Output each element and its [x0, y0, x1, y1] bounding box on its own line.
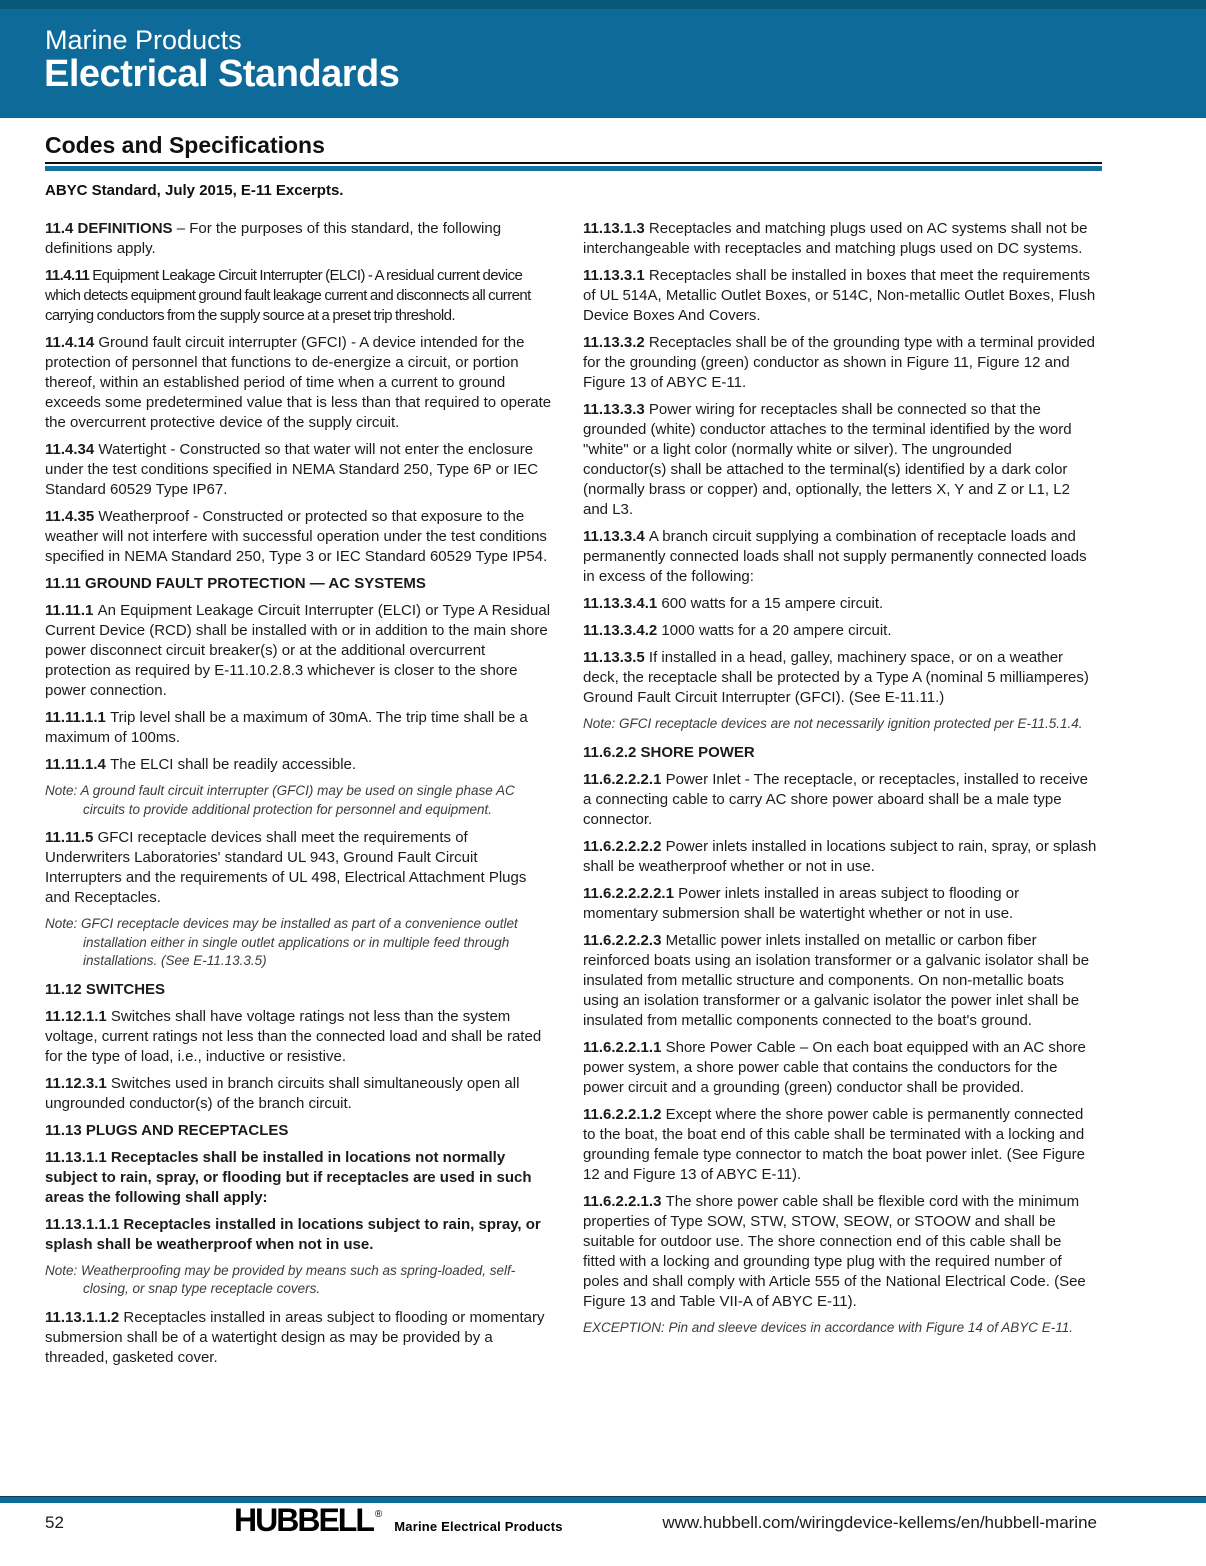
- clause-paragraph: 11.13.1.1 Receptacles shall be installed in locations not normally subject to rain, spray, or flooding but if receptacles are used in such areas the following shall apply:: [45, 1148, 532, 1206]
- clause-number: 11.13.1.3: [583, 220, 649, 237]
- clause-paragraph: 11.6.2.2.1.1 Shore Power Cable – On each boat equipped with an AC shore power system, a shore power cable that contains the conductors for the power circuit and a grounding (green) conductor shall be provided.: [583, 1038, 1086, 1096]
- clause-number: 11.4 DEFINITIONS: [45, 220, 177, 237]
- clause-number: 11.12.3.1: [45, 1074, 111, 1092]
- note-label: Note:: [583, 716, 620, 731]
- footer-url-link[interactable]: www.hubbell.com/wiringdevice-kellems/en/hubbell-marine: [662, 1513, 1097, 1532]
- clause-heading: 11.13 PLUGS AND RECEPTACLES: [45, 1121, 289, 1139]
- clause-paragraph: 11.6.2.2.2.1 Power Inlet - The receptacle, or receptacles, installed to receive a connecting cable to carry AC shore power aboard shall be a male type connector.: [583, 770, 1089, 828]
- clause-number: 11.6.2.2.2.1: [583, 770, 666, 788]
- clause-paragraph: 11.13.1.1.2 Receptacles installed in areas subject to flooding or momentary submersion shall be of a watertight design as may be provided by a threaded, gasketed cover.: [45, 1308, 545, 1366]
- clause-paragraph: 11.12.3.1 Switches used in branch circuits shall simultaneously open all ungrounded conductor(s) of the branch circuit.: [45, 1074, 520, 1112]
- section-divider-rule: [45, 166, 1102, 171]
- clause-number: 11.11.1.4: [45, 756, 111, 773]
- exception-paragraph: EXCEPTION: Pin and sleeve devices in accordance with Figure 14 of ABYC E-11.: [583, 1319, 1073, 1335]
- clause-number: 11.6.2.2.1.2: [583, 1105, 666, 1123]
- right-column: [583, 219, 1098, 1346]
- clause-number: 11.4.35: [45, 508, 99, 525]
- section-subtitle: ABYC Standard, July 2015, E-11 Excerpts.: [45, 182, 344, 199]
- note-paragraph: Note: Weatherproofing may be provided by means such as spring-loaded, self-closing, or snap type receptacle covers.: [45, 1262, 516, 1296]
- clause-number: 11.13.3.1: [583, 267, 649, 284]
- clause-paragraph: 11.11.1.1 Trip level shall be a maximum of 30mA. The trip time shall be a maximum of 100ms.: [45, 709, 528, 746]
- clause-heading: 11.12 SWITCHES: [45, 980, 166, 998]
- note-label: Note:: [45, 916, 82, 931]
- clause-paragraph: 11.6.2.2.1.2 Except where the shore power cable is permanently connected to the boat, the boat end of this cable shall be terminated with a locking and grounding female type connector to match the boat power inlet. (See Figure 12 and Figure 13 of ABYC E-11).: [583, 1105, 1085, 1183]
- masthead-banner: [0, 0, 1206, 118]
- clause-paragraph: 11.13.3.1 Receptacles shall be installed in boxes that meet the requirements of UL 514A, Metallic Outlet Boxes, or 514C, Non-metallic Outlet Boxes, Flush Device Boxes And Covers.: [583, 267, 1096, 324]
- registered-trademark-symbol: ®: [374, 1509, 383, 1520]
- left-column: [45, 219, 553, 1375]
- clause-heading: 11.6.2.2 SHORE POWER: [583, 743, 755, 761]
- note-paragraph: Note: GFCI receptacle devices may be installed as part of a convenience outlet installation either in single outlet applications or in multiple feed through installations. (See E-11.13.3.5): [45, 916, 518, 968]
- clause-heading: 11.11 GROUND FAULT PROTECTION — AC SYSTEMS: [45, 575, 426, 592]
- hubbell-logo-wordmark: HUBBELL: [234, 1502, 373, 1538]
- clause-paragraph: 11.13.3.4.2 1000 watts for a 20 ampere circuit.: [583, 622, 892, 639]
- section-title: Codes and Specifications: [45, 132, 1102, 164]
- note-label: Note:: [45, 783, 81, 798]
- clause-paragraph: 11.4.34 Watertight - Constructed so that water will not enter the enclosure under the test conditions specified in NEMA Standard 250, Type 6P or IEC Standard 60529 Type IP67.: [45, 441, 539, 498]
- clause-paragraph: 11.6.2.2.2.2 Power inlets installed in locations subject to rain, spray, or splash shall be weatherproof whether or not in use.: [583, 837, 1097, 875]
- clause-number: 11.6.2.2.1.1: [583, 1038, 666, 1056]
- clause-number: 11.6.2.2.2.3: [583, 931, 666, 949]
- clause-paragraph: 11.6.2.2.2.3 Metallic power inlets installed on metallic or carbon fiber reinforced boats using an isolation transformer or a galvanic isolator shall be insulated from metallic structure and components. On non-metallic boats using an isolation transformer or a galvanic isolator the power inlet shall be insulated from metallic components connected to the boat's ground.: [583, 931, 1090, 1029]
- section-header: [45, 132, 1102, 199]
- note-paragraph: Note: GFCI receptacle devices are not necessarily ignition protected per E-11.5.1.4.: [583, 716, 1083, 731]
- clause-number: 11.4.11: [45, 267, 93, 284]
- clause-number: 11.13.3.3: [583, 401, 649, 418]
- clause-number: 11.13.3.4.1: [583, 595, 662, 612]
- hubbell-logo-tagline: Marine Electrical Products: [394, 1519, 563, 1534]
- clause-number: 11.13.3.5: [583, 649, 649, 666]
- clause-paragraph: 11.6.2.2.1.3 The shore power cable shall be flexible cord with the minimum properties of Type SOW, STW, STOW, SEOW, or STOOW and shall be suitable for outdoor use. The shore connection end of this cable shall be fitted with a locking and grounding type plug with the required number of poles and shall comply with Article 555 of the National Electrical Code. (See Figure 13 and Table VII-A of ABYC E-11).: [583, 1192, 1086, 1310]
- clause-paragraph: 11.13.3.5 If installed in a head, galley, machinery space, or on a weather deck, the receptacle shall be protected by a Type A (nominal 5 milliamperes) Ground Fault Circuit Interrupter (GFCI). (See E-11.11.): [583, 649, 1089, 706]
- clause-number: 11.13.3.4: [583, 528, 649, 545]
- clause-number: 11.6.2.2.2.2: [583, 837, 666, 855]
- page-number: 52: [45, 1513, 64, 1532]
- clause-number: 11.6.2.2.1.3: [583, 1192, 666, 1210]
- masthead-eyebrow: Marine Products: [45, 25, 242, 55]
- note-paragraph: Note: A ground fault circuit interrupter (GFCI) may be used on single phase AC circuits to provide additional protection for personnel and equipment.: [45, 783, 515, 817]
- clause-number: 11.4.34: [45, 441, 99, 458]
- clause-paragraph: 11.13.3.3 Power wiring for receptacles shall be connected so that the grounded (white) conductor attaches to the terminal identified by the word "white" or a light color (normally white or silver). The ungrounded conductor(s) shall be attached to the terminal(s) identified by a dark color (normally brass or copper) and, optionally, the letters X, Y and Z or L1, L2 and L3.: [583, 401, 1072, 518]
- clause-paragraph: 11.13.3.2 Receptacles shall be of the grounding type with a terminal provided for the grounding (green) conductor as shown in Figure 11, Figure 12 and Figure 13 of ABYC E-11.: [583, 334, 1096, 391]
- masthead-top-stripe: [0, 0, 1206, 9]
- page-title: Electrical Standards: [44, 53, 400, 95]
- clause-paragraph: 11.4 DEFINITIONS – For the purposes of this standard, the following definitions apply.: [45, 220, 502, 257]
- clause-paragraph: 11.11.1.4 The ELCI shall be readily accessible.: [45, 756, 357, 773]
- clause-paragraph: 11.13.1.1.1 Receptacles installed in locations subject to rain, spray, or splash shall be weatherproof when not in use.: [45, 1215, 541, 1253]
- clause-paragraph: 11.13.3.4 A branch circuit supplying a combination of receptacle loads and permanently connected loads shall not supply permanently connected loads in excess of the following:: [583, 528, 1087, 585]
- clause-paragraph: 11.11.5 GFCI receptacle devices shall meet the requirements of Underwriters Laboratories' standard UL 943, Ground Fault Circuit Interrupters and the requirements of UL 498, Electrical Attachment Plugs and Receptacles.: [45, 829, 527, 906]
- clause-number: 11.13.3.2: [583, 334, 649, 351]
- clause-number: 11.13.1.1.2: [45, 1308, 124, 1326]
- clause-paragraph: 11.11.1 An Equipment Leakage Circuit Interrupter (ELCI) or Type A Residual Current Device (RCD) shall be installed with or in addition to the main shore power disconnect circuit breaker(s) or at the additional overcurrent protection as required by E-11.10.2.8.3 whichever is closer to the shore power connection.: [45, 602, 551, 699]
- clause-paragraph: 11.4.14 Ground fault circuit interrupter (GFCI) - A device intended for the protection of personnel that functions to de-energize a circuit, or portion thereof, within an established period of time when a current to ground exceeds some predetermined value that is less than that required to operate the overcurrent protective device of the supply circuit.: [45, 334, 552, 431]
- clause-paragraph: 11.13.3.4.1 600 watts for a 15 ampere circuit.: [583, 595, 884, 612]
- clause-number: 11.12.1.1: [45, 1007, 111, 1025]
- clause-paragraph: 11.4.11 Equipment Leakage Circuit Interrupter (ELCI) - A residual current device which detects equipment ground fault leakage current and disconnects all current carrying conductors from the supply source at a preset trip threshold.: [45, 267, 531, 324]
- note-label: Note:: [45, 1262, 82, 1278]
- footer-divider-rule: [0, 1496, 1206, 1503]
- clause-number: 11.11.1.1: [45, 709, 111, 726]
- clause-number: 11.11.5: [45, 829, 98, 846]
- hubbell-logo: [234, 1503, 563, 1537]
- clause-number: 11.13.3.4.2: [583, 622, 662, 639]
- clause-paragraph: 11.6.2.2.2.2.1 Power inlets installed in areas subject to flooding or momentary submersion shall be watertight whether or not in use.: [583, 884, 1020, 922]
- clause-paragraph: 11.12.1.1 Switches shall have voltage ratings not less than the system voltage, current ratings not less than the connected load and shall be rated for the type of load, i.e., inductive or resistive.: [45, 1007, 542, 1065]
- clause-number: 11.4.14: [45, 334, 99, 351]
- clause-paragraph: 11.13.1.3 Receptacles and matching plugs used on AC systems shall not be interchangeable with receptacles and matching plugs used on DC systems.: [583, 220, 1088, 257]
- clause-number: 11.6.2.2.2.2.1: [583, 884, 679, 902]
- clause-number: 11.11.1: [45, 602, 98, 619]
- clause-paragraph: 11.4.35 Weatherproof - Constructed or protected so that exposure to the weather will not interfere with successful operation under the test conditions specified in NEMA Standard 250, Type 3 or IEC Standard 60529 Type IP54.: [45, 508, 548, 565]
